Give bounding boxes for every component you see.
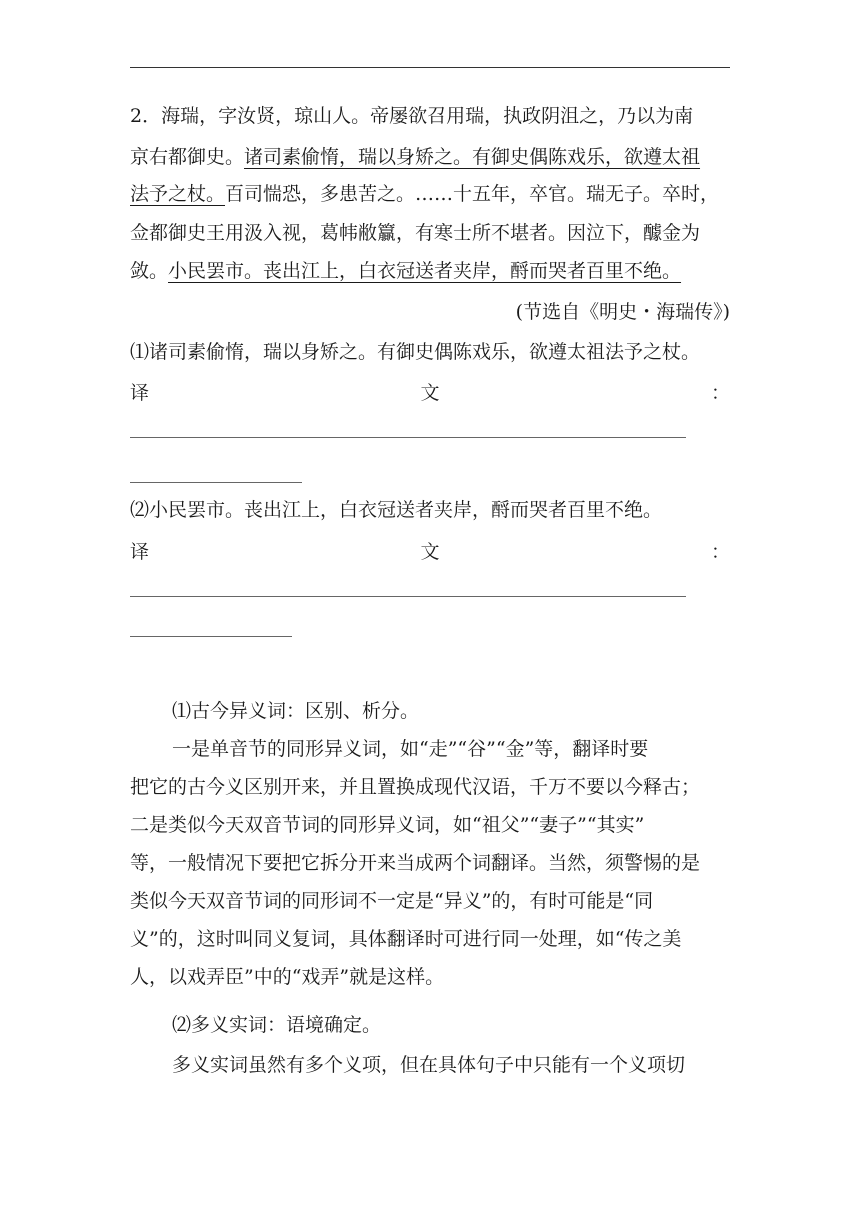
notes-line: 一是单音节的同形异义词，如“走”“谷”“金”等，翻译时要 (172, 738, 649, 760)
question-prompt: ⑵小民罢市。丧出江上，白衣冠送者夹岸，酹而哭者百里不绝。 (130, 499, 663, 521)
notes-heading: ⑴古今异义词：区别、析分。 (172, 700, 420, 722)
label-char: 文 (420, 541, 440, 563)
label-char: 译 (130, 382, 150, 404)
notes-line: 二是类似今天双音节词的同形异义词，如“祖父”“妻子”“其实” (130, 814, 645, 836)
underlined-sentence: 小民罢市。丧出江上，白衣冠送者夹岸，酹而哭者百里不绝。 (168, 260, 682, 282)
label-char: 文 (420, 382, 440, 404)
notes-line: 义”的，这时叫同义复词，具体翻译时可进行同一处理，如“传之美 (130, 928, 682, 950)
passage-line (130, 220, 730, 246)
answer-line[interactable] (130, 636, 292, 637)
header-rule (130, 67, 730, 68)
passage-line (130, 258, 730, 284)
passage-text: 百司惴恐，多患苦之。……十五年，卒官。瑞无子。卒时， (225, 183, 720, 205)
translation-label (130, 380, 730, 406)
notes-line: 类似今天双音节词的同形词不一定是“异义”的，有时可能是“同 (130, 890, 654, 912)
label-char: 译 (130, 541, 150, 563)
label-colon: ： (710, 382, 730, 404)
question-prompt: ⑴诸司素偷惰，瑞以身矫之。有御史偶陈戏乐，欲遵太祖法予之杖。 (130, 341, 701, 363)
passage-text: 敛。 (130, 260, 169, 282)
answer-line[interactable] (130, 437, 686, 438)
passage-text: 京右都御史。 (130, 146, 245, 168)
notes-line: 把它的古今义区别开来，并且置换成现代汉语，千万不要以今释古； (130, 776, 701, 798)
underlined-sentence: 诸司素偷惰，瑞以身矫之。有御史偶陈戏乐，欲遵太祖 (244, 146, 701, 168)
answer-line[interactable] (130, 482, 302, 483)
answer-line[interactable] (130, 596, 686, 597)
translation-label (130, 539, 730, 565)
underlined-sentence: 法予之杖。 (130, 183, 226, 205)
passage-line (130, 181, 730, 207)
notes-line: 多义实词虽然有多个义项，但在具体句子中只能有一个义项切 (172, 1054, 686, 1076)
source-citation: (节选自《明史・海瑞传》) (515, 301, 730, 323)
label-colon: ： (710, 541, 730, 563)
notes-heading: ⑵多义实词：语境确定。 (172, 1014, 382, 1036)
notes-line: 等，一般情况下要把它拆分开来当成两个词翻译。当然，须警惕的是 (130, 852, 701, 874)
passage-line (130, 144, 730, 170)
passage-text: 佥都御史王用汲入视，葛帏敝籯，有寒士所不堪者。因泣下，醵金为 (130, 222, 701, 244)
passage-text: 2．海瑞，字汝贤，琼山人。帝屡欲召用瑞，执政阴沮之，乃以为南 (130, 105, 694, 127)
passage-line (130, 103, 730, 129)
notes-line: 人，以戏弄臣”中的“戏弄”就是这样。 (130, 966, 445, 988)
